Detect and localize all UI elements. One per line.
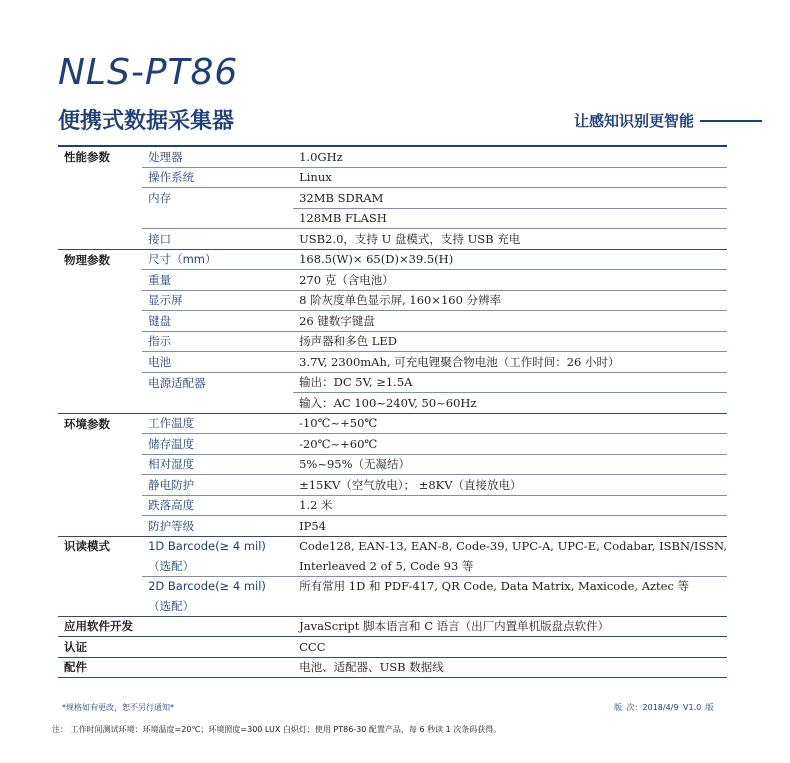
spec-value: 电池、适配器、USB 数据线 — [293, 657, 727, 678]
spec-value: USB2.0，支持 U 盘模式，支持 USB 充电 — [293, 229, 727, 250]
table-row — [58, 413, 727, 434]
slogan-rule — [700, 120, 762, 122]
spec-value: 168.5(W)× 65(D)×39.5(H) — [293, 249, 727, 270]
table-row — [58, 637, 727, 658]
category-physical: 物理参数 — [64, 252, 110, 267]
spec-value: 输入：AC 100~240V, 50~60Hz — [293, 393, 727, 414]
spec-value: 128MB FLASH — [293, 208, 727, 229]
table-row — [58, 576, 727, 596]
table-row — [58, 167, 727, 188]
spec-label: 键盘 — [142, 311, 293, 332]
spec-value: 所有常用 1D 和 PDF-417, QR Code, Data Matrix, Maxicode, Aztec 等 — [299, 579, 690, 594]
spec-value: ±15KV（空气放电）； ±8KV（直接放电） — [293, 475, 727, 496]
spec-value: Interleaved 2 of 5, Code 93 等 — [293, 556, 727, 576]
spec-value: 26 键数字键盘 — [293, 311, 727, 332]
spec-value: 270 克（含电池） — [293, 270, 727, 291]
spec-label: 2D Barcode(≥ 4 mil) — [148, 579, 266, 594]
category-accessories: 配件 — [58, 657, 293, 678]
table-row — [58, 393, 727, 414]
spec-value: CCC — [293, 637, 727, 658]
spec-label: 内存 — [148, 191, 172, 205]
table-row — [58, 208, 727, 229]
table-row — [58, 475, 727, 496]
table-row — [58, 372, 727, 393]
table-row — [58, 616, 727, 637]
table-row — [58, 536, 727, 556]
table-row — [58, 454, 727, 475]
table-row — [58, 270, 727, 291]
spec-label: 跌落高度 — [142, 495, 293, 516]
spec-value: 1.0GHz — [293, 147, 727, 167]
spec-value: 输出：DC 5V, ≥1.5A — [293, 372, 727, 393]
disclaimer: *规格如有更改，恕不另行通知* — [62, 703, 174, 712]
spec-value: -20℃~+60℃ — [293, 434, 727, 455]
table-row — [58, 147, 727, 167]
category-performance: 性能参数 — [64, 150, 110, 164]
spec-value: 3.7V, 2300mAh, 可充电锂聚合物电池（工作时间：26 小时） — [293, 352, 727, 373]
spec-value: 8 阶灰度单色显示屏, 160×160 分辨率 — [293, 290, 727, 311]
table-row — [58, 596, 727, 616]
spec-value: JavaScript 脚本语言和 C 语言（出厂内置单机版盘点软件） — [293, 616, 727, 637]
spec-value: 5%~95%（无凝结） — [293, 454, 727, 475]
table-row — [58, 331, 727, 352]
table-row — [58, 290, 727, 311]
spec-value: Code128, EAN-13, EAN-8, Code-39, UPC-A, UPC-E, Codabar, ISBN/ISSN, — [299, 539, 727, 554]
version-info: 版 次：2018/4/9 V1.0 版 — [614, 703, 714, 712]
category-environment: 环境参数 — [64, 416, 110, 431]
product-subtitle: 便携式数据采集器 — [58, 109, 235, 134]
spec-label: 操作系统 — [142, 167, 293, 188]
spec-label: 指示 — [142, 331, 293, 352]
spec-label: 工作温度 — [142, 413, 293, 434]
spec-label: 尺寸（mm） — [142, 249, 293, 270]
table-row — [58, 556, 727, 576]
spec-label: 显示屏 — [142, 290, 293, 311]
table-row — [58, 229, 727, 250]
spec-label: 电池 — [142, 352, 293, 373]
spec-value: Linux — [293, 167, 727, 188]
spec-value: 扬声器和多色 LED — [293, 331, 727, 352]
spec-value: 32MB SDRAM — [293, 188, 727, 209]
table-row — [58, 434, 727, 455]
table-row — [58, 311, 727, 332]
spec-label: 静电防护 — [142, 475, 293, 496]
spec-label: 防护等级 — [142, 516, 293, 537]
spec-label: 处理器 — [142, 147, 293, 167]
table-row — [58, 352, 727, 373]
spec-value: 1.2 米 — [293, 495, 727, 516]
spec-label: 1D Barcode(≥ 4 mil) — [148, 539, 266, 554]
spec-label: 重量 — [142, 270, 293, 291]
slogan — [574, 110, 762, 131]
slogan-text: 让感知识别更智能 — [574, 112, 695, 130]
spec-label: 储存温度 — [142, 434, 293, 455]
spec-label: 接口 — [142, 229, 293, 250]
table-row — [58, 495, 727, 516]
category-certification: 认证 — [58, 637, 293, 658]
spec-label-note: （选配） — [142, 556, 293, 576]
table-row — [58, 249, 727, 270]
table-row — [58, 516, 727, 537]
spec-label: 电源适配器 — [148, 375, 206, 390]
spec-label: 相对湿度 — [142, 454, 293, 475]
table-row — [58, 657, 727, 678]
spec-label-note: （选配） — [142, 596, 293, 616]
spec-value: IP54 — [293, 516, 727, 537]
table-row — [58, 188, 727, 209]
test-note: 注： 工作时间测试环境：环境温度=20℃；环境照度=300 LUX 白炽灯；使用 PT86-30 配置产品，每 6 秒读 1 次条码获得。 — [52, 725, 502, 734]
category-reading: 识读模式 — [64, 539, 110, 554]
spec-value: -10℃~+50℃ — [293, 413, 727, 434]
spec-table — [58, 147, 727, 678]
model-title: NLS-PT86 — [58, 52, 239, 93]
category-software: 应用软件开发 — [58, 616, 293, 637]
